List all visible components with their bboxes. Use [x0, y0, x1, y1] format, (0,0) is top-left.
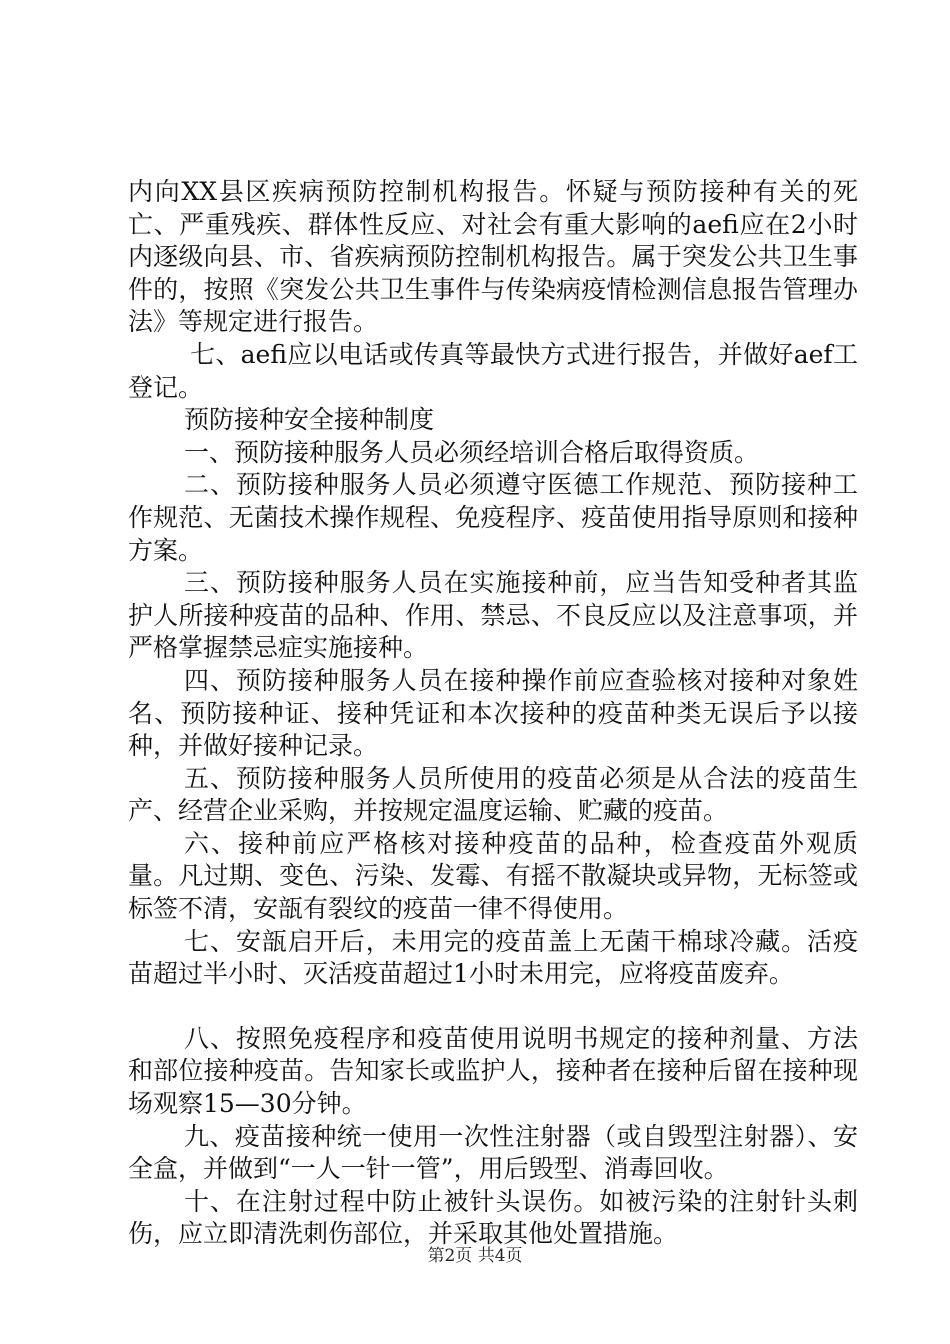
paragraph-item-6: 六、接种前应严格核对接种疫苗的品种，检查疫苗外观质量。凡过期、变色、污染、发霉、有摇不散凝块或异物，无标签或标签不清，安瓿有裂纹的疫苗一律不得使用。 — [128, 828, 858, 924]
paragraph-item-9: 九、疫苗接种统一使用一次性注射器（或自毁型注射器）、安全盒，并做到“一人一针一管”，用后毁型、消毒回收。 — [128, 1121, 858, 1184]
paragraph-item-7-aefi: 七、aefi应以电话或传真等最快方式进行报告，并做好aef工登记。 — [128, 339, 858, 402]
document-body — [128, 176, 858, 1251]
page-footer: 第2页 共4页 — [427, 1246, 523, 1266]
section-heading-safe-vaccination: 预防接种安全接种制度 — [184, 405, 435, 435]
paragraph-item-7: 七、安瓿启开后，未用完的疫苗盖上无菌干棉球冷藏。活疫苗超过半小时、灭活疫苗超过1小时未用完，应将疫苗废弃。 — [128, 926, 858, 989]
paragraph-item-8: 八、按照免疫程序和疫苗使用说明书规定的接种剂量、方法和部位接种疫苗。告知家长或监护人，接种者在接种后留在接种现场观察15—30分钟。 — [128, 1023, 858, 1119]
paragraph-item-5: 五、预防接种服务人员所使用的疫苗必须是从合法的疫苗生产、经营企业采购，并按规定温度运输、贮藏的疫苗。 — [128, 763, 858, 826]
paragraph-item-2: 二、预防接种服务人员必须遵守医德工作规范、预防接种工作规范、无菌技术操作规程、免疫程序、疫苗使用指导原则和接种方案。 — [128, 470, 858, 565]
paragraph-item-3: 三、预防接种服务人员在实施接种前，应当告知受种者其监护人所接种疫苗的品种、作用、禁忌、不良反应以及注意事项，并严格掌握禁忌症实施接种。 — [128, 568, 858, 663]
paragraph-report-continuation: 内向XX县区疾病预防控制机构报告。怀疑与预防接种有关的死亡、严重残疾、群体性反应、对社会有重大影响的aefi应在2小时内逐级向县、市、省疾病预防控制机构报告。属于突发公共卫生事件的，按照《突发公共卫生事件与传染病疫情检测信息报告管理办法》等规定进行报告。 — [128, 177, 858, 337]
paragraph-item-1: 一、预防接种服务人员必须经培训合格后取得资质。 — [184, 437, 760, 467]
paragraph-item-4: 四、预防接种服务人员在接种操作前应查验核对接种对象姓名、预防接种证、接种凭证和本次接种的疫苗种类无误后予以接种，并做好接种记录。 — [128, 665, 858, 761]
paragraph-item-10: 十、在注射过程中防止被针头误伤。如被污染的注射针头刺伤，应立即清洗刺伤部位，并采取其他处置措施。 — [128, 1186, 858, 1249]
